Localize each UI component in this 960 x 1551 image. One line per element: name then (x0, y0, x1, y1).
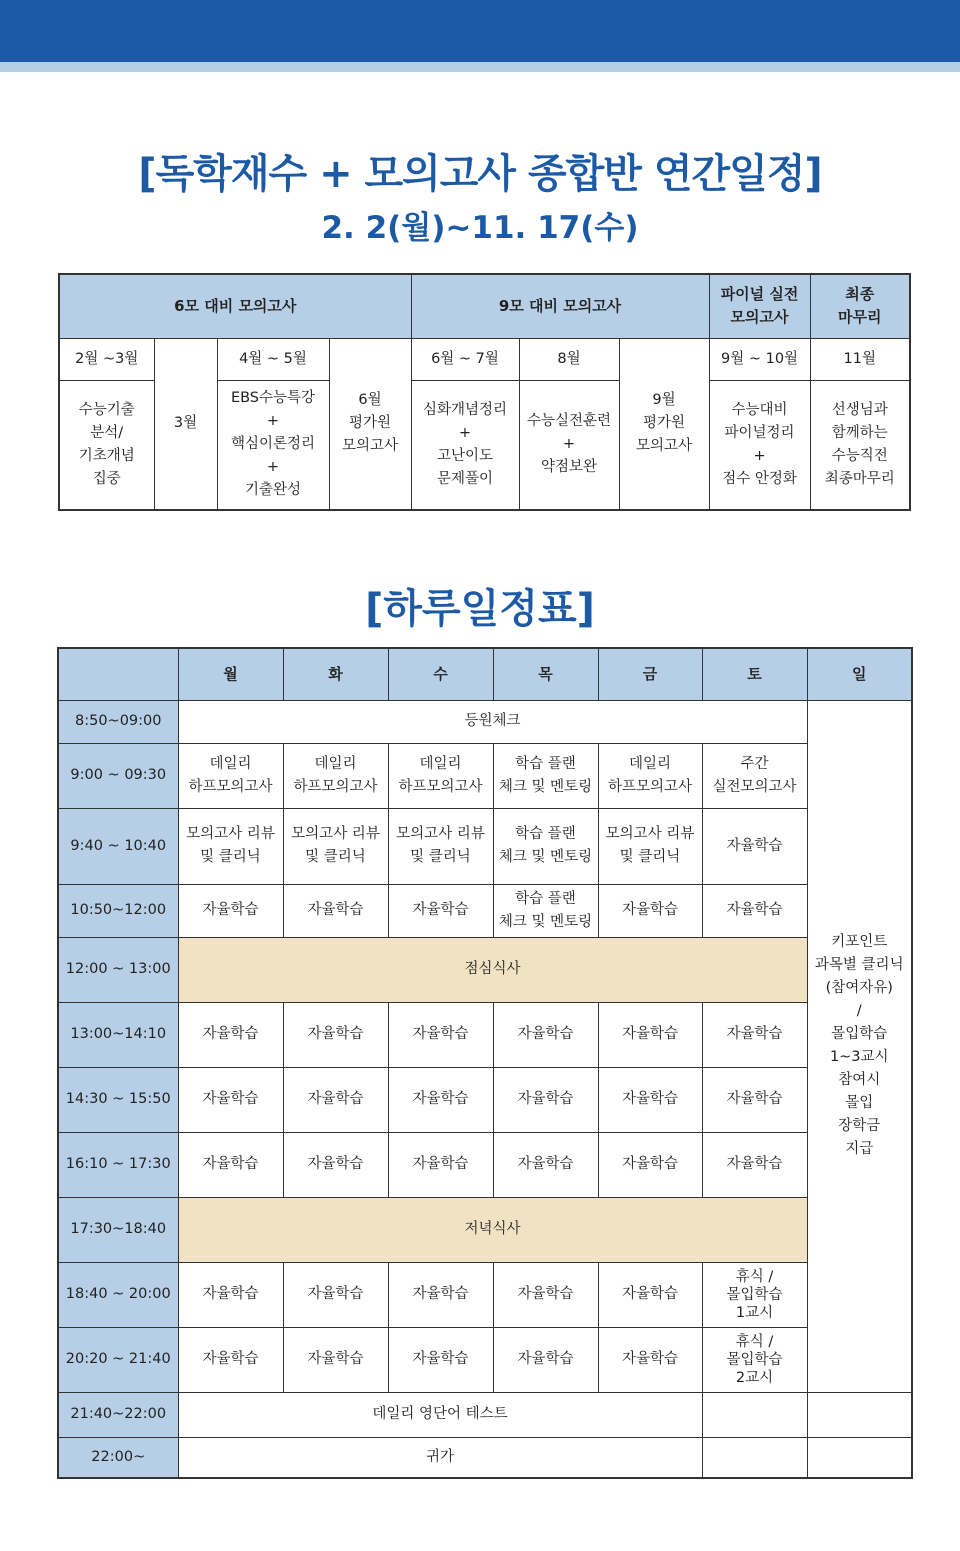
day-wed: 수 (388, 648, 493, 700)
time-slot: 9:40 ~ 10:40 (58, 808, 178, 884)
schedule-cell: 데일리 하프모의고사 (388, 743, 493, 808)
time-slot: 10:50~12:00 (58, 884, 178, 937)
time-slot: 9:00 ~ 09:30 (58, 743, 178, 808)
schedule-cell: 자율학습 (283, 1327, 388, 1392)
schedule-cell: 자율학습 (493, 1327, 598, 1392)
schedule-cell: 모의고사 리뷰 및 클리닉 (598, 808, 702, 884)
schedule-cell: 자율학습 (493, 1002, 598, 1067)
schedule-cell: 자율학습 (283, 1132, 388, 1197)
day-sat: 토 (702, 648, 807, 700)
time-slot: 20:20 ~ 21:40 (58, 1327, 178, 1392)
month-nov: 11월 (810, 338, 910, 380)
day-sun: 일 (807, 648, 912, 700)
schedule-cell: 자율학습 (388, 1067, 493, 1132)
schedule-cell: 자율학습 (493, 1262, 598, 1327)
schedule-cell: 학습 플랜 체크 및 멘토링 (493, 808, 598, 884)
schedule-cell: 주간 실전모의고사 (702, 743, 807, 808)
time-slot: 14:30 ~ 15:50 (58, 1067, 178, 1132)
month-apr-may: 4월 ~ 5월 (217, 338, 329, 380)
content-nov: 선생님과 함께하는 수능직전 최종마무리 (810, 380, 910, 510)
schedule-cell: 데일리 하프모의고사 (178, 743, 283, 808)
schedule-cell: 자율학습 (702, 808, 807, 884)
schedule-cell: 자율학습 (388, 1132, 493, 1197)
day-mon: 월 (178, 648, 283, 700)
top-banner-stripe (0, 62, 960, 72)
schedule-cell: 데일리 하프모의고사 (283, 743, 388, 808)
content-jun-jul: 심화개념정리 + 고난이도 문제풀이 (411, 380, 519, 510)
month-feb-mar: 2월 ~3월 (59, 338, 154, 380)
schedule-cell: 자율학습 (388, 1262, 493, 1327)
schedule-cell: 자율학습 (178, 884, 283, 937)
schedule-cell: 데일리 하프모의고사 (598, 743, 702, 808)
annual-schedule-table (58, 273, 911, 511)
schedule-cell: 자율학습 (598, 1262, 702, 1327)
day-tue: 화 (283, 648, 388, 700)
schedule-cell: 자율학습 (283, 1262, 388, 1327)
header-final-mock: 파이널 실전 모의고사 (709, 274, 810, 338)
sunday-note: 키포인트 과목별 클리닉 (참여자유) / 몰입학습 1~3교시 참여시 몰입 장학금 지급 (807, 700, 912, 1392)
month-jun-jul: 6월 ~ 7월 (411, 338, 519, 380)
schedule-cell: 자율학습 (388, 884, 493, 937)
schedule-cell: 자율학습 (178, 1132, 283, 1197)
month-sep-oct: 9월 ~ 10월 (709, 338, 810, 380)
schedule-cell: 자율학습 (178, 1067, 283, 1132)
daily-schedule-table (57, 647, 913, 1479)
time-slot: 13:00~14:10 (58, 1002, 178, 1067)
content-apr-may: EBS수능특강 + 핵심이론정리 + 기출완성 (217, 380, 329, 510)
schedule-cell: 자율학습 (702, 884, 807, 937)
schedule-cell: 학습 플랜 체크 및 멘토링 (493, 884, 598, 937)
month-aug: 8월 (519, 338, 619, 380)
empty-cell (807, 1437, 912, 1478)
schedule-cell: 자율학습 (178, 1327, 283, 1392)
time-slot: 22:00~ (58, 1437, 178, 1478)
schedule-cell: 휴식 / 몰입학습 2교시 (702, 1327, 807, 1392)
schedule-cell: 자율학습 (702, 1067, 807, 1132)
empty-cell (807, 1392, 912, 1437)
daily-schedule-title: [하루일정표] (365, 586, 595, 632)
annual-schedule-period: 2. 2(월)~11. 17(수) (321, 210, 639, 246)
go-home-cell: 귀가 (178, 1437, 702, 1478)
june-official-mock: 6월 평가원 모의고사 (329, 338, 411, 510)
schedule-cell: 자율학습 (283, 1002, 388, 1067)
schedule-cell: 자율학습 (598, 884, 702, 937)
schedule-cell: 자율학습 (598, 1132, 702, 1197)
month-mar: 3월 (154, 338, 217, 510)
schedule-cell: 자율학습 (598, 1327, 702, 1392)
time-slot: 21:40~22:00 (58, 1392, 178, 1437)
annual-schedule-title: [독학재수 + 모의고사 종합반 연간일정] (138, 151, 822, 197)
empty-cell (702, 1437, 807, 1478)
corner-cell (58, 648, 178, 700)
day-fri: 금 (598, 648, 702, 700)
schedule-cell: 자율학습 (702, 1132, 807, 1197)
header-final-wrapup: 최종 마무리 (810, 274, 910, 338)
schedule-cell: 자율학습 (388, 1002, 493, 1067)
schedule-cell: 자율학습 (598, 1002, 702, 1067)
content-feb-mar: 수능기출 분석/ 기초개념 집중 (59, 380, 154, 510)
header-june-mock: 6모 대비 모의고사 (59, 274, 411, 338)
content-sep-oct: 수능대비 파이널정리 + 점수 안정화 (709, 380, 810, 510)
schedule-cell: 모의고사 리뷰 및 클리닉 (388, 808, 493, 884)
top-banner (0, 0, 960, 62)
english-test-cell: 데일리 영단어 테스트 (178, 1392, 702, 1437)
header-sept-mock: 9모 대비 모의고사 (411, 274, 709, 338)
content-aug: 수능실전훈련 + 약점보완 (519, 380, 619, 510)
dinner-cell: 저녁식사 (178, 1197, 807, 1262)
time-slot: 8:50~09:00 (58, 700, 178, 743)
schedule-cell: 자율학습 (702, 1002, 807, 1067)
schedule-cell: 모의고사 리뷰 및 클리닉 (178, 808, 283, 884)
time-slot: 18:40 ~ 20:00 (58, 1262, 178, 1327)
schedule-cell: 자율학습 (283, 884, 388, 937)
day-thu: 목 (493, 648, 598, 700)
schedule-cell: 학습 플랜 체크 및 멘토링 (493, 743, 598, 808)
schedule-cell: 자율학습 (493, 1067, 598, 1132)
schedule-cell: 자율학습 (493, 1132, 598, 1197)
schedule-cell: 모의고사 리뷰 및 클리닉 (283, 808, 388, 884)
sept-official-mock: 9월 평가원 모의고사 (619, 338, 709, 510)
time-slot: 17:30~18:40 (58, 1197, 178, 1262)
time-slot: 12:00 ~ 13:00 (58, 937, 178, 1002)
lunch-cell: 점심식사 (178, 937, 807, 1002)
schedule-cell: 자율학습 (178, 1262, 283, 1327)
schedule-cell: 자율학습 (178, 1002, 283, 1067)
checkin-cell: 등원체크 (178, 700, 807, 743)
empty-cell (702, 1392, 807, 1437)
schedule-cell: 휴식 / 몰입학습 1교시 (702, 1262, 807, 1327)
schedule-cell: 자율학습 (283, 1067, 388, 1132)
schedule-cell: 자율학습 (598, 1067, 702, 1132)
schedule-cell: 자율학습 (388, 1327, 493, 1392)
time-slot: 16:10 ~ 17:30 (58, 1132, 178, 1197)
